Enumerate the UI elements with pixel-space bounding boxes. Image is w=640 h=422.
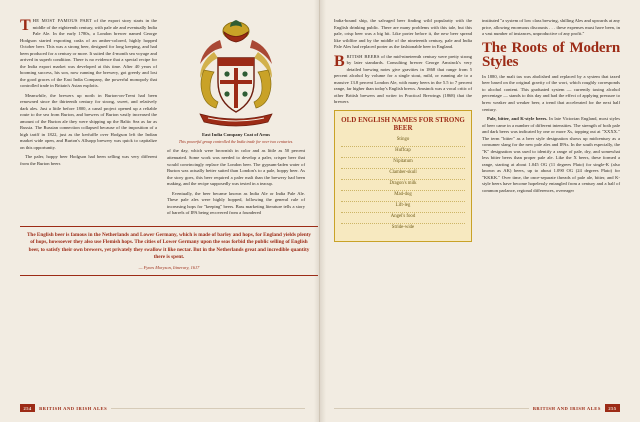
section-heading: The Roots of Modern Styles: [482, 39, 620, 71]
lead-body: of the mid-nineteenth century were pretty strong by later standards. Consulting brewer George Amsinck's very detailed brewing notes give gravities in 1868 that range from 5 percent alcohol by volume for a single stout, mild, or running ale to a massive 13.8 percent London Ale, with many beers in the 5.5 to 7 percent range, far higher than today's English brews. Amsinck was a vocal critic of other British brewers and writer in Practical Brewings (1868) that the brewers: [334, 53, 473, 105]
left-page-footer: [20, 402, 305, 414]
pull-quote: [20, 226, 318, 276]
page-number: 255: [605, 404, 620, 412]
list-item: Stingo: [341, 136, 465, 147]
right-column-one: [334, 18, 472, 242]
sidebar-title: OLD ENGLISH NAMES FOR STRONG BEER: [341, 115, 465, 132]
list-item: Stride-wide: [391, 225, 415, 231]
lead-smallcaps: HE MOST FAMOUS PART: [32, 18, 92, 23]
list-item: Huffcap: [341, 147, 465, 158]
lead-smallcaps: RITISH BEERS: [346, 53, 380, 59]
running-head: BRITISH AND IRISH ALES: [39, 405, 108, 411]
right-page: [320, 0, 640, 422]
footer-rule: [334, 408, 529, 409]
run-in-heading: Pale, bitter, and K-style beers.: [487, 116, 548, 122]
east-india-company-crest-icon: [184, 18, 288, 130]
list-item: Lift-leg: [341, 202, 465, 213]
pull-quote-text: The English beer is famous in the Netherlands and Lower Germany, which is made of barley and hops, for England yields plenty of hops, howsoever they also use Flemish hops. The cities of Lower Germany upon the seas forbid the public selling of English beer, to satisfy their own brewers, yet privately they swallow it like nectar. But in the Netherlands great and incredible quantity there is spent.: [26, 231, 312, 261]
right-page-footer: [334, 402, 620, 414]
left-page-columns: [20, 18, 305, 220]
paragraph-lead: [20, 18, 157, 90]
paragraph: instituted "a system of low class brewing, shilling Ales and upwards at any price, allowing enormous discounts . . . these expenses must have been, in a vast number of instances, unproductive of any profit.": [482, 18, 620, 37]
list-item: Dragon's milk: [341, 180, 465, 191]
paragraph-lead: [334, 54, 472, 106]
list-item: Mad-dog: [341, 191, 465, 202]
list-item: Nipitatum: [341, 158, 465, 169]
paragraph-body: In late Victorian England, most styles of beer came in a number of different intensities. The strength of both pale and dark beers was indicated by one or more Xs, topping out at "XXXX." The term "bitter" as a beer style designation shows up midcentury as a consumer slang for the new pale ales and IPAs. In the south especially, the "K" designation was used to identify a range of pale, dry, and somewhat less bitter beers than proper pale ale. Like the X beers, these formed a range, starting at about 1.045 OG (11 degrees Plato) for single-K (also known as AK) beers, up to about 1.090 OG (24 degrees Plato) for "KKKK." Over time, the once-separate threads of pale ale, bitter, and K-style beers have become hopelessly entangled from a century and a half of common parlance, regional differences, overeager: [482, 116, 620, 193]
sidebar-old-english-names: [334, 110, 472, 242]
list-item: Angel's food: [341, 213, 465, 224]
paragraph: Meanwhile, the brewers up north in Burton-on-Trent had been renowned since the thirteenth century for strong, sweet, and relatively dark ales. Just a little before 1800, a canal project opened up a reliable route to the sea from Burton, and brewers of Burton vastly increased the amount of the Burton ale they were shipping up the Baltic Sea as far as Russia. The Russian connection collapsed because of the imposition of a high tariff in 1822, just as the kerfuffle over Hodgson left the Indian market wide open, and Burton's Allsopp brewery was quick to capitalize on this opportunity.: [20, 92, 157, 150]
running-head: BRITISH AND IRISH ALES: [532, 405, 601, 411]
left-column-one: [20, 18, 157, 220]
list-item: Clamber-skull: [341, 169, 465, 180]
footer-rule: [111, 408, 305, 409]
paragraph: The paler, hoppy beer Hodgson had been selling was very different from the Burton beers: [20, 154, 157, 166]
paragraph: of the day, which were brownish in color and as little as 50 percent attenuated. Some work was needed to develop a paler, crisper beer that would convincingly replace the London beer. The gypsum-laden water of Burton was actually better suited than London's to a pale, hoppy beer. As the story goes, this beer required a paler malt than the brewery had been making, and the recipe supposedly was tested in a teacup.: [167, 148, 305, 187]
page-number: 254: [20, 404, 35, 412]
paragraph: Eventually, the beer became known as India Ale or India Pale Ale. These pale ales were highly hopped, following the general rule of increasing hops for "keeping" beers. Bass marketing literature tells a story of barrels of IPA being recovered from a foundered: [167, 190, 305, 216]
lead-body: of the export story starts in the middle of the eighteenth century, with pale ale and eventually India Pale Ale. In the early 1780s, a London brewer named George Hodgson started exporting casks of an amber-colored, highly hopped October beer. This was a strong beer, designed for long keeping, and had been produced for a century or more. It suited the 4-month sea voyage and arrived in superb condition. There is no evidence that a special recipe for the India export market was developed at this time. After 40 years of booming success, his son, now running the brewery, got greedy and lost the good graces of the East India Company, the powerful monopoly that controlled trade in Britain's Asian exploits.: [20, 18, 157, 89]
crest-subcaption: This powerful group controlled the India trade for over two centuries.: [178, 138, 294, 144]
drop-cap: B: [334, 52, 345, 70]
pull-quote-attribution: — Fynes Moryson, Itinerary, 1617: [138, 264, 200, 270]
sidebar-list: [341, 136, 465, 234]
drop-cap: T: [20, 17, 31, 34]
crest-caption: East India Company Coat of Arms: [201, 132, 271, 137]
paragraph: India-bound ship, the salvaged beer finding wild popularity with the English drinking public. There are many problems with this tale, but this pale, crisp beer was a big hit. Like porter before it, the new beer spread like wildfire and by the middle of the nineteenth century, pale and India Pale Ales had replaced porter as the fashionable beer in England.: [334, 18, 472, 50]
left-column-two: [167, 18, 305, 220]
crest-figure: [167, 18, 305, 144]
right-page-columns: [334, 18, 620, 242]
paragraph: In 1880, the malt tax was abolished and replaced by a system that taxed beer based on the original gravity of the wort, which roughly corresponds to alcohol content. This graduated system — currently taxing alcohol percentage — stands to this day and had the effect of applying pressure to brew weaker and weaker beer, a trend that accelerated for the next half century.: [482, 73, 620, 112]
paragraph: [482, 116, 620, 194]
right-column-two: [482, 18, 620, 242]
